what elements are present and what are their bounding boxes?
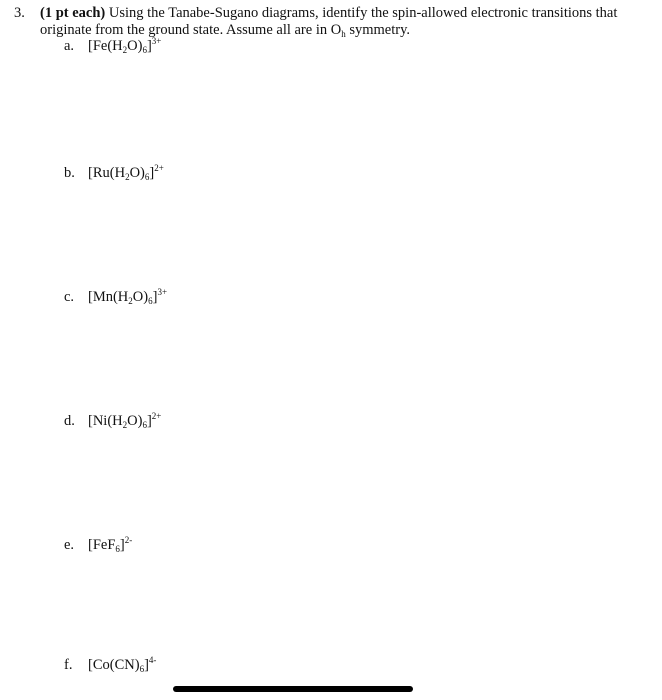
formula-open: [Mn(H xyxy=(88,289,129,305)
part-label: f. xyxy=(64,657,73,673)
formula-open: [Fe(H xyxy=(88,38,123,54)
formula-subscript: 6 xyxy=(142,45,147,55)
prompt-text: Using the Tanabe-Sugano diagrams, identify the spin-allowed electronic transitions that originate from the ground state. Assume all are in xyxy=(40,5,618,38)
formula-close: ] xyxy=(146,38,152,54)
part-d xyxy=(64,413,161,430)
part-label: e. xyxy=(64,537,75,553)
formula-mid: O) xyxy=(127,413,143,429)
formula-mid: O) xyxy=(127,38,143,54)
question-number: 3. xyxy=(14,5,25,21)
part-a xyxy=(64,38,161,55)
formula-mid: O) xyxy=(129,165,145,181)
formula-open: [Ru(H xyxy=(88,165,126,181)
formula-charge: 3+ xyxy=(151,36,162,46)
formula-subscript: 6 xyxy=(148,296,153,306)
formula-subscript: 6 xyxy=(139,664,145,674)
home-indicator-bar[interactable] xyxy=(173,686,413,692)
part-e xyxy=(64,537,132,554)
formula-subscript: 2 xyxy=(122,420,128,430)
part-c xyxy=(64,289,167,306)
formula-open: [Ni(H xyxy=(88,413,123,429)
formula-charge: 3+ xyxy=(157,287,168,297)
formula-subscript: 6 xyxy=(142,420,147,430)
formula-charge: 2- xyxy=(124,535,133,545)
prompt-text-end: symmetry. xyxy=(345,22,411,38)
formula-subscript: 2 xyxy=(128,296,133,306)
question-3 xyxy=(14,5,644,39)
formula-subscript: 2 xyxy=(122,45,128,55)
formula-charge: 2+ xyxy=(151,411,162,421)
part-label: c. xyxy=(64,289,75,305)
formula-close: ] xyxy=(144,657,149,673)
formula-charge: 4- xyxy=(148,655,157,665)
formula-close: ] xyxy=(146,413,152,429)
part-label: d. xyxy=(64,413,75,429)
symmetry-subscript: h xyxy=(341,29,346,39)
symmetry-symbol: O xyxy=(330,22,342,38)
points-label: (1 pt each) xyxy=(40,5,106,21)
formula-mid: O) xyxy=(132,289,149,305)
formula-open: [FeF xyxy=(88,537,116,553)
formula-close: ] xyxy=(149,165,155,181)
formula-subscript: 2 xyxy=(125,172,130,182)
formula-subscript: 6 xyxy=(144,172,150,182)
part-b xyxy=(64,165,164,182)
part-label: a. xyxy=(64,38,75,54)
formula-subscript: 6 xyxy=(115,544,120,554)
formula-charge: 2+ xyxy=(154,163,164,173)
formula-close: ] xyxy=(152,289,158,305)
question-prompt xyxy=(40,5,644,39)
part-f xyxy=(64,657,156,674)
formula-close: ] xyxy=(119,537,125,553)
part-label: b. xyxy=(64,165,75,181)
formula-open: [Co(CN) xyxy=(88,657,140,673)
